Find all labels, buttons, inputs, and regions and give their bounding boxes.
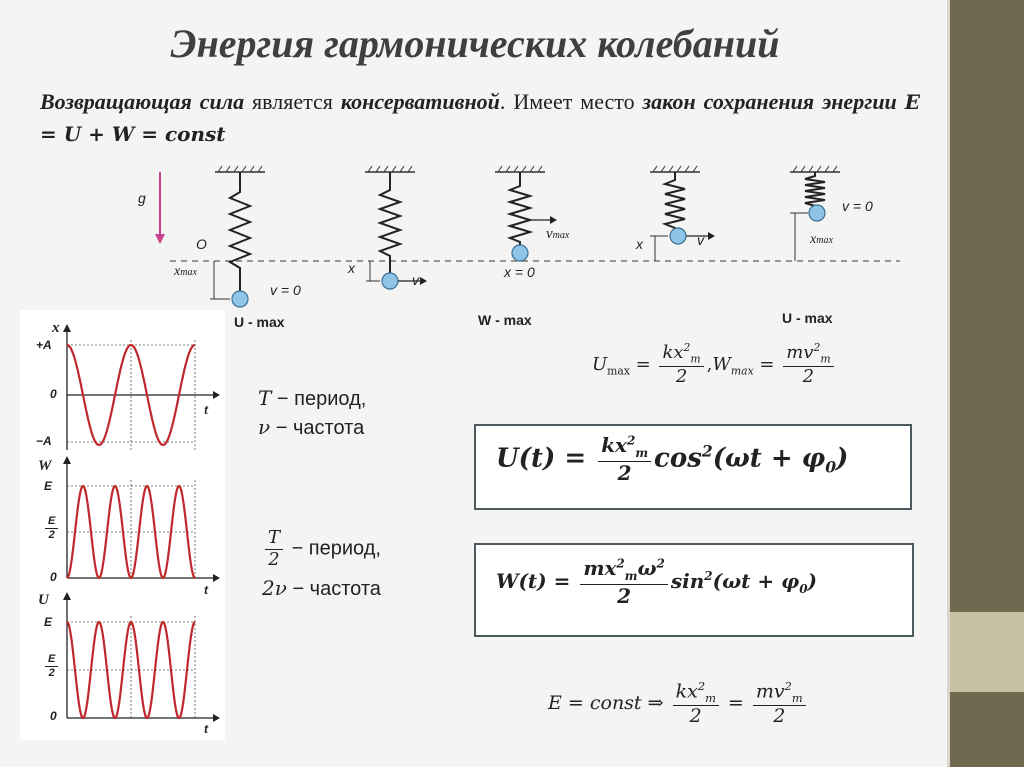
intro-part5: закон сохранения энергии <box>642 89 897 114</box>
graph-plus-a: +A <box>36 338 52 352</box>
wt-formula: W(t) = $\frac{mx^2_m\omega^2}{2}$ $\sin^2(\omega t + \varphi_0)$ <box>496 556 818 608</box>
w-max-label: W - max <box>478 312 532 328</box>
graph-w-e: E <box>44 479 53 493</box>
x0-label: x = 0 <box>504 264 535 280</box>
spring-diagram-svg <box>130 160 910 335</box>
period-text-2: $\frac{T}{2}$ − период, 2ν − частота <box>262 527 381 601</box>
umax-wmax-formula: $U_{max}$ = $\frac{kx^2_m}{2}$ $,W_{max}$ = $\frac{mv^2_m}{2}$ <box>592 342 837 388</box>
v0-label-1: v = 0 <box>270 282 301 298</box>
graph-zero-3: 0 <box>50 709 57 723</box>
graph-w-e-half: $\frac{E}{2}$ <box>45 515 58 541</box>
graph-t-1: t <box>204 403 208 417</box>
x-label-2: x <box>636 236 643 252</box>
intro-part3: консервативной <box>340 89 500 114</box>
graph-w-label: W <box>38 458 52 474</box>
graph-u-e: E <box>44 615 53 629</box>
x-label-1: x <box>348 260 355 276</box>
intro-part1: Возвращающая сила <box>40 89 245 114</box>
page-title: Энергия гармонических колебаний <box>170 21 780 66</box>
u-max-label-1: U - max <box>234 314 285 330</box>
spring-diagram <box>130 160 910 335</box>
graph-t-3: t <box>204 722 208 736</box>
v0-label-2: v = 0 <box>842 198 873 214</box>
xmax-label-2: xmax <box>810 232 833 247</box>
wt-formula-box <box>474 543 914 637</box>
intro-part4: . Имеет место <box>499 89 643 114</box>
energy-conservation-formula: E = const ⇒ $\frac{kx^2_m}{2}$ = $\frac{mv^2_m}{2}$ <box>548 680 809 728</box>
oscillation-graphs <box>20 310 225 740</box>
vmax-label: vmax <box>546 226 570 242</box>
v-label-2: v <box>697 232 704 248</box>
graph-t-2: t <box>204 583 208 597</box>
u-max-label-2: U - max <box>782 310 833 326</box>
period-text-1: T − период, ν − частота <box>258 386 367 439</box>
intro-text <box>40 86 920 150</box>
ut-formula: U(t) = $\frac{kx^2_m}{2}$ $\cos^2(\omega t + \varphi_0)$ <box>496 433 849 485</box>
graph-u-e-half: $\frac{E}{2}$ <box>45 653 58 679</box>
v-label-1: v <box>412 272 419 288</box>
intro-equation: E = U + W = const <box>40 90 920 146</box>
graph-x-label: x <box>52 320 60 336</box>
graph-minus-a: −A <box>36 434 52 448</box>
ut-formula-box <box>474 424 912 510</box>
graph-zero-2: 0 <box>50 570 57 584</box>
graph-zero-1: 0 <box>50 387 57 401</box>
graph-u-label: U <box>38 592 49 608</box>
xmax-label-1: xmax <box>174 264 197 279</box>
origin-label: O <box>196 236 207 252</box>
side-bar-accent <box>950 612 1024 692</box>
g-label: g <box>138 190 146 206</box>
intro-part2: является <box>244 89 341 114</box>
